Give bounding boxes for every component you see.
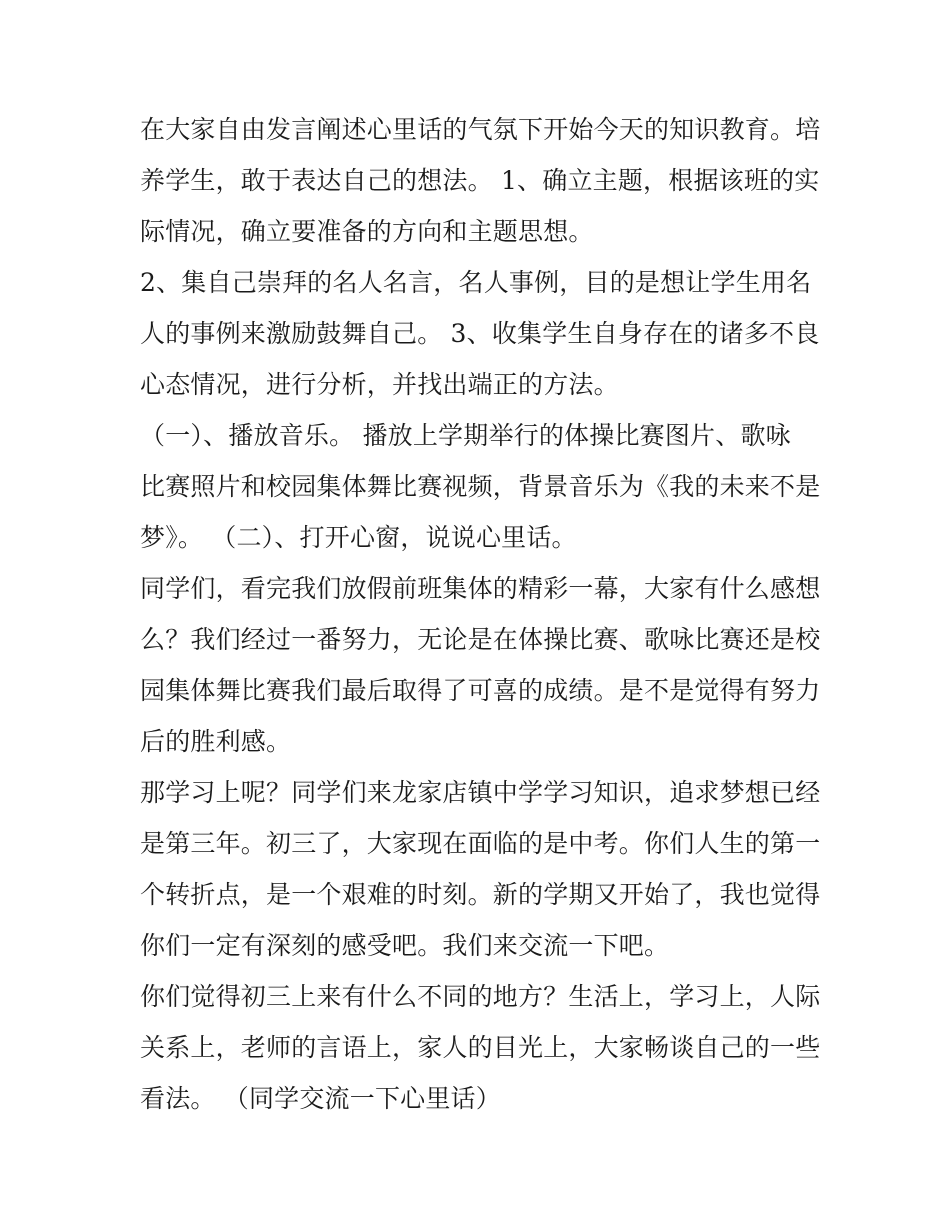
paragraph-1 xyxy=(140,104,821,257)
text-line: 心态情况，进行分析，并找出端正的方法。 xyxy=(140,370,619,399)
text-line: 梦》。 （二）、打开心窗，说说心里话。 xyxy=(140,523,577,552)
paragraph-4 xyxy=(140,563,821,767)
text-line: 养学生，敢于表达自己的想法。 1、确立主题，根据该班的实 xyxy=(140,166,820,195)
paragraph-6 xyxy=(140,971,821,1124)
text-line: 在大家自由发言阐述心里话的气氛下开始今天的知识教育。培 xyxy=(140,115,821,144)
paragraph-2 xyxy=(140,257,820,410)
paragraph-3 xyxy=(140,410,821,563)
text-line: 关系上，老师的言语上，家人的目光上，大家畅谈自己的一些 xyxy=(140,1033,821,1062)
text-line: 同学们，看完我们放假前班集体的精彩一幕，大家有什么感想 xyxy=(140,574,821,603)
text-line: 看法。 （同学交流一下心里话） xyxy=(140,1084,501,1113)
text-line: 那学习上呢？同学们来龙家店镇中学学习知识，追求梦想已经 xyxy=(140,778,821,807)
text-line: 你们一定有深刻的感受吧。我们来交流一下吧。 xyxy=(140,931,670,960)
text-line: 人的事例来激励鼓舞自己。 3、收集学生自身存在的诸多不良 xyxy=(140,319,820,348)
text-line: 际情况，确立要准备的方向和主题思想。 xyxy=(140,217,594,246)
text-line: 比赛照片和校园集体舞比赛视频，背景音乐为《我的未来不是 xyxy=(140,472,821,501)
text-line: 园集体舞比赛我们最后取得了可喜的成绩。是不是觉得有努力 xyxy=(140,676,821,705)
text-line: 是第三年。初三了，大家现在面临的是中考。你们人生的第一 xyxy=(140,829,821,858)
paragraph-5 xyxy=(140,767,821,971)
text-line: （一）、播放音乐。 播放上学期举行的体操比赛图片、歌咏 xyxy=(140,421,791,450)
text-line: 么？我们经过一番努力，无论是在体操比赛、歌咏比赛还是校 xyxy=(140,625,821,654)
text-line: 个转折点，是一个艰难的时刻。新的学期又开始了，我也觉得 xyxy=(140,880,821,909)
document-body xyxy=(140,104,821,1124)
text-line: 你们觉得初三上来有什么不同的地方？生活上，学习上，人际 xyxy=(140,982,821,1011)
text-line: 后的胜利感。 xyxy=(140,727,292,756)
text-line: 2、集自己崇拜的名人名言，名人事例，目的是想让学生用名 xyxy=(140,268,812,297)
